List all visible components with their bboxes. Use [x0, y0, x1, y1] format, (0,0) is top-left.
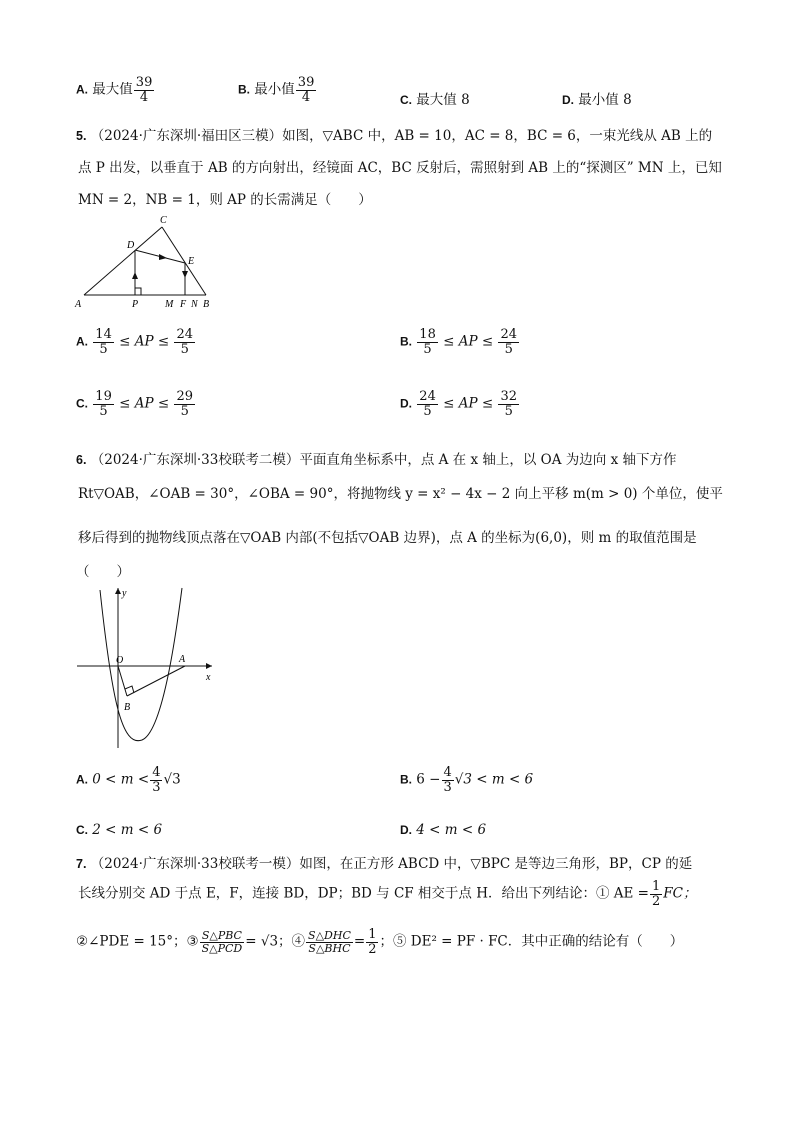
label-b: B [124, 702, 131, 713]
label-y: y [122, 588, 127, 599]
side-bc [162, 227, 206, 295]
x-arrow [206, 663, 212, 669]
q5-option-c: C. $\frac{19}{5}$ ≤ AP ≤ $\frac{29}{5}$ [76, 389, 194, 419]
segment-ba [127, 666, 185, 696]
q4-option-d: D. 最小值 8 [562, 92, 632, 108]
q6-parabola-figure [72, 582, 222, 752]
fraction: $\frac{39}{4}$ [135, 75, 153, 105]
label-f: F [180, 299, 187, 310]
segment-ob [118, 666, 127, 696]
q4-option-b: B. 最小值 $\frac{39}{4}$ [238, 75, 315, 105]
label-a: A [75, 299, 82, 310]
q6-line1: 6. （2024·广东深圳·33校联考二模）平面直角坐标系中，点 A 在 x 轴上，以 OA 为边向 x 轴下方作 [76, 452, 677, 468]
q5-line1: 5. （2024·广东深圳·福田区三模）如图，▽ABC 中，AB = 10，AC = 8，BC = 6，一束光线从 AB 上的 [76, 128, 713, 144]
parabola [100, 588, 182, 741]
label-p: P [132, 299, 139, 310]
q5-option-b: B. $\frac{18}{5}$ ≤ AP ≤ $\frac{24}{5}$ [400, 327, 518, 357]
q6-option-b: B. 6 − $\frac{4}{3}$ √3 < m < 6 [400, 765, 534, 795]
arrow-down [182, 271, 188, 278]
q5-line3: MN = 2，NB = 1，则 AP 的长需满足（ ） [78, 192, 372, 208]
label-d: D [127, 240, 135, 251]
q5-triangle-figure [72, 212, 222, 312]
q6-line2: Rt▽OAB，∠OAB = 30°，∠OBA = 90°，将抛物线 y = x² − 4x − 2 向上平移 m(m > 0) 个单位，使平 [78, 486, 723, 502]
label-n: N [191, 299, 198, 310]
fraction: $\frac{39}{4}$ [297, 75, 315, 105]
q5-option-a: A. $\frac{14}{5}$ ≤ AP ≤ $\frac{24}{5}$ [76, 327, 194, 357]
q4-option-c: C. 最大值 8 [400, 92, 470, 108]
q7-line1: 7. （2024·广东深圳·33校联考一模）如图，在正方形 ABCD 中，▽BPC 是等边三角形，BP，CP 的延 [76, 856, 693, 872]
right-angle-mark [135, 288, 141, 295]
side-ac [84, 227, 162, 295]
label-x: x [206, 672, 211, 683]
right-angle-mark [125, 686, 134, 693]
label-e: E [188, 256, 195, 267]
arrow-up [132, 272, 138, 279]
q5-line2: 点 P 出发，以垂直于 AB 的方向射出，经镜面 AC，BC 反射后，需照射到 AB 上的“探测区” MN 上，已知 [78, 160, 722, 176]
y-arrow [115, 588, 121, 594]
q6-line3: 移后得到的抛物线顶点落在▽OAB 内部(不包括▽OAB 边界)，点 A 的坐标为(6,0)，则 m 的取值范围是 [78, 530, 697, 546]
q6-line4: （ ） [76, 564, 130, 580]
q6-option-c: C. 2 < m < 6 [76, 822, 163, 838]
q6-option-a: A. 0 < m < $\frac{4}{3}$ √3 [76, 765, 181, 795]
q5-option-d: D. $\frac{24}{5}$ ≤ AP ≤ $\frac{32}{5}$ [400, 389, 518, 419]
label-b: B [203, 299, 210, 310]
q7-line3: ②∠PDE = 15°；③ $\frac{\text{S△PBC}}{\text{S△PCD}}$ = √3；④ $\frac{\text{S△DHC}}{\text{S△BHC}}$ = $\frac{1}{2}$ ；⑤ DE² = PF · FC．其中正确的结论有（ ） [76, 927, 684, 957]
label-m: M [165, 299, 174, 310]
q7-line2: 长线分别交 AD 于点 E，F，连接 BD，DP；BD 与 CF 相交于点 H．给出下列结论：① AE = $\frac{1}{2}$ FC； [78, 879, 697, 909]
q6-option-d: D. 4 < m < 6 [400, 822, 487, 838]
arrow-right [159, 254, 167, 260]
label-a: A [179, 654, 186, 665]
label-c: C [160, 215, 167, 226]
q4-option-a: A. 最大值 $\frac{39}{4}$ [76, 75, 153, 105]
label-o: O [116, 655, 124, 666]
